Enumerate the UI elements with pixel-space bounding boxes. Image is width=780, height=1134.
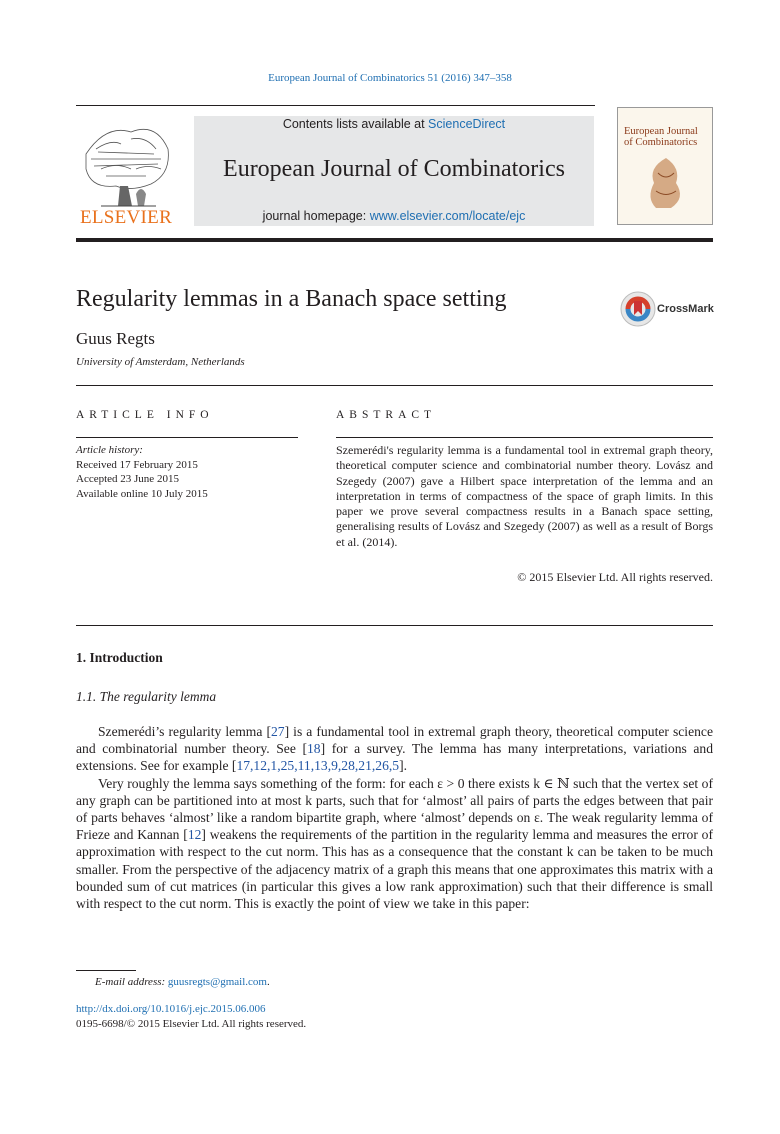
abstract-label: ABSTRACT: [336, 409, 437, 421]
text-run: Very roughly the lemma says something of the form: for each ε > 0 there exists k ∈ ℕ such that the vertex set of any graph can be partitioned into at most k parts, such that for ‘almost’ all pairs of parts the edges between that pair of parts behaves ‘almost’ like a random bipartite graph, where ‘almost’ depends on ε. The weak regularity lemma of Frieze and Kannan [: [76, 775, 713, 843]
accepted-date: Accepted 23 June 2015: [76, 473, 179, 485]
online-date: Available online 10 July 2015: [76, 487, 208, 500]
paragraph: [76, 723, 713, 775]
journal-cover: [617, 107, 713, 225]
history-label: Article history:: [76, 444, 143, 456]
journal-reference[interactable]: European Journal of Combinatorics 51 (2016) 347–358: [268, 72, 512, 84]
citation-link[interactable]: 12: [187, 827, 202, 843]
paper-title: Regularity lemmas in a Banach space setting: [76, 286, 507, 312]
homepage-prefix: journal homepage:: [262, 209, 370, 223]
body-text: [76, 723, 713, 912]
text-run: .: [266, 976, 270, 988]
crossmark-label[interactable]: CrossMark: [657, 303, 714, 315]
abstract-text: Szemerédi's regularity lemma is a fundamental tool in extremal graph theory, theoretical computer science and combinatorial number theory. Lovász and Szegedy (2007) gave a Hilbert space interpretation of the lemma and an interpretation in terms of compactness of the space of graph limits. In this paper we prove several compactness results in a Banach space setting, generalising results of Lovász and Szegedy (2007) as well as a result of Borgs et al. (2014).: [336, 443, 713, 549]
author-name: Guus Regts: [76, 329, 155, 348]
divider: [76, 437, 298, 438]
citation-links[interactable]: 17,12,1,25,11,13,9,28,21,26,5: [236, 758, 400, 774]
elsevier-wordmark: ELSEVIER: [79, 207, 173, 228]
crossmark-icon[interactable]: [620, 291, 656, 327]
text-run: ].: [399, 758, 407, 774]
article-history: [76, 443, 208, 501]
citation-link[interactable]: 27: [270, 724, 285, 739]
sciencedirect-link[interactable]: ScienceDirect: [428, 117, 506, 131]
footnote: [95, 976, 270, 988]
journal-title: European Journal of Combinatorics: [223, 156, 565, 182]
text-run: ] is a fundamental tool in extremal graph theory, theoretical computer science and combinatorial number theory. See [: [76, 724, 713, 757]
article-info-label: ARTICLE INFO: [76, 409, 214, 421]
cover-illustration: [636, 153, 696, 213]
issn-line: 0195-6698/© 2015 Elsevier Ltd. All rights reserved.: [76, 1018, 307, 1030]
footnote-rule: [76, 970, 136, 971]
email-link[interactable]: guusregts@gmail.com: [167, 976, 267, 988]
subsection-heading: 1.1. The regularity lemma: [76, 689, 217, 704]
divider: [76, 385, 713, 386]
email-label: E-mail address:: [95, 976, 168, 988]
paragraph: [76, 775, 713, 913]
section-heading: 1. Introduction: [76, 650, 163, 665]
text-run: Szemerédi’s regularity lemma [: [98, 724, 271, 739]
contents-line: [194, 117, 594, 131]
text-run: ] for a survey. The lemma has many interpretations, variations and extensions. See for example [: [76, 741, 713, 774]
text-run: ] weakens the requirements of the partition in the regularity lemma and measures the error of approximation with respect to the cut norm. This has as a consequence that the constant k can be taken to be much smaller. From the perspective of the adjacency matrix of a graph this means that one approximates this matrix with a bounded sum of cut matrices (in particular this gives a low rank approximation) such that their difference is small with respect to the cut norm. This is exactly the point of view we take in this paper:: [76, 827, 713, 912]
copyright: © 2015 Elsevier Ltd. All rights reserved.: [517, 570, 713, 584]
received-date: Received 17 February 2015: [76, 458, 198, 471]
divider: [76, 625, 713, 626]
doi-link[interactable]: http://dx.doi.org/10.1016/j.ejc.2015.06.006: [76, 1003, 266, 1015]
homepage-line: [194, 209, 594, 223]
cover-title: European Journal of Combinatorics: [624, 126, 698, 148]
citation-link[interactable]: 18: [307, 741, 321, 757]
divider: [336, 437, 713, 438]
header-rule: [76, 105, 595, 106]
affiliation: University of Amsterdam, Netherlands: [76, 356, 245, 368]
header-thick-rule: [76, 238, 713, 242]
homepage-link[interactable]: www.elsevier.com/locate/ejc: [369, 209, 526, 223]
contents-prefix: Contents lists available at: [282, 117, 429, 131]
